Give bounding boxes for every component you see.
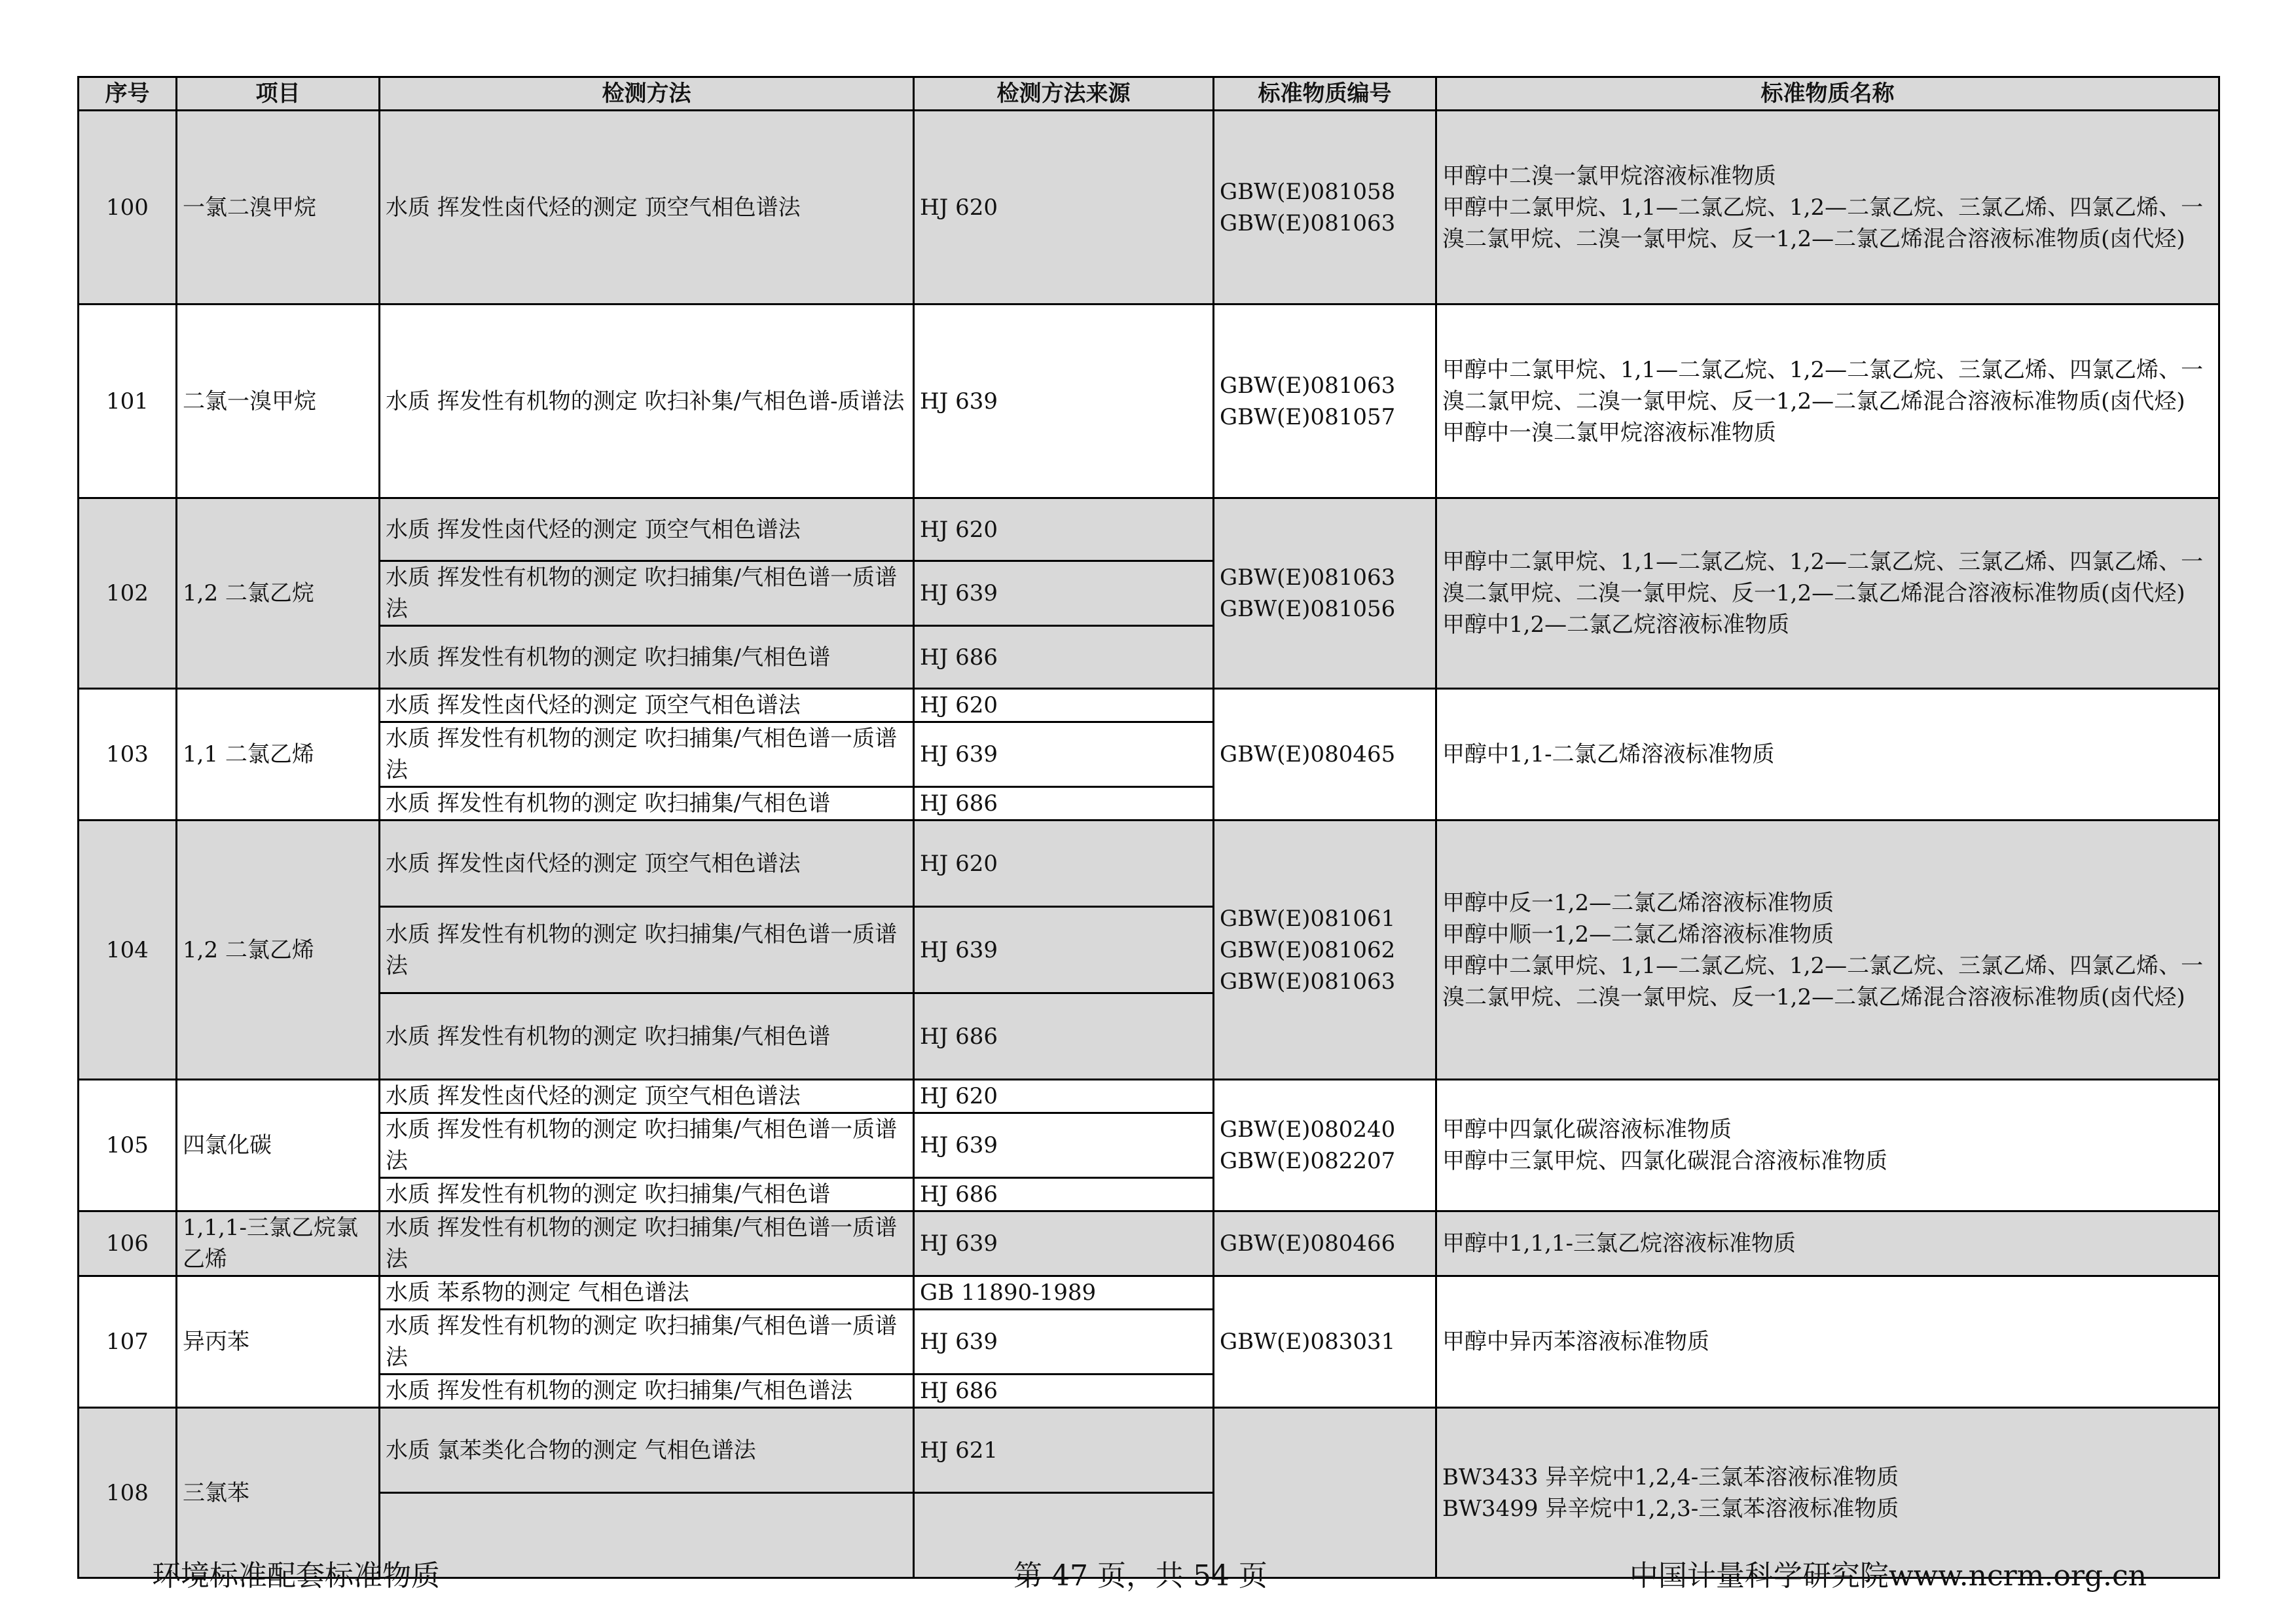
- table-row: [79, 1276, 2219, 1310]
- method-source-cell: HJ 621: [914, 1408, 1214, 1493]
- method-source-cell: HJ 686: [914, 1375, 1214, 1408]
- material-name: 甲醇中二溴一氯甲烷溶液标准物质: [1442, 162, 1776, 189]
- material-name: 甲醇中1,1-二氯乙烯溶液标准物质: [1442, 741, 1775, 767]
- method-cell: 水质 挥发性有机物的测定 吹扫捕集/气相色谱一质谱法: [380, 1113, 914, 1178]
- serial-no-cell: 102: [79, 498, 177, 689]
- item-cell: 四氯化碳: [177, 1080, 380, 1211]
- method-cell: 水质 氯苯类化合物的测定 气相色谱法: [380, 1408, 914, 1493]
- method-source-cell: HJ 620: [914, 111, 1214, 304]
- method-cell: 水质 挥发性有机物的测定 吹扫捕集/气相色谱一质谱法: [380, 907, 914, 993]
- material-name-cell: [1436, 498, 2219, 689]
- table-row: [79, 1408, 2219, 1493]
- material-name-cell: [1436, 689, 2219, 821]
- method-source-cell: HJ 639: [914, 561, 1214, 626]
- method-cell: 水质 挥发性有机物的测定 吹扫捕集/气相色谱法: [380, 1375, 914, 1408]
- material-name: 甲醇中二氯甲烷、1,1—二氯乙烷、1,2—二氯乙烷、三氯乙烯、四氯乙烯、一溴二氯甲烷、二溴一氯甲烷、反一1,2—二氯乙烯混合溶液标准物质(卤代烃): [1442, 952, 2204, 1010]
- material-name: 甲醇中二氯甲烷、1,1—二氯乙烷、1,2—二氯乙烷、三氯乙烯、四氯乙烯、一溴二氯甲烷、二溴一氯甲烷、反一1,2—二氯乙烯混合溶液标准物质(卤代烃): [1442, 356, 2204, 415]
- serial-no-cell: 103: [79, 689, 177, 821]
- header-test-method: 检测方法: [380, 77, 914, 111]
- item-cell: 1,1,1-三氯乙烷氯乙烯: [177, 1211, 380, 1276]
- material-code: GBW(E)081062: [1220, 936, 1396, 963]
- material-name: BW3433 异辛烷中1,2,4-三氯苯溶液标准物质: [1442, 1464, 1899, 1490]
- table-header-row: [79, 77, 2219, 111]
- method-source-cell: HJ 620: [914, 498, 1214, 561]
- material-code: GBW(E)083031: [1220, 1329, 1396, 1355]
- method-cell: 水质 挥发性卤代烃的测定 顶空气相色谱法: [380, 821, 914, 907]
- method-cell: 水质 挥发性有机物的测定 吹扫捕集/气相色谱一质谱法: [380, 1310, 914, 1375]
- header-method-source: 检测方法来源: [914, 77, 1214, 111]
- material-code: GBW(E)081056: [1220, 596, 1396, 622]
- material-name: 甲醇中1,1,1-三氯乙烷溶液标准物质: [1442, 1230, 1796, 1257]
- method-source-cell: HJ 620: [914, 821, 1214, 907]
- header-material-name: 标准物质名称: [1436, 77, 2219, 111]
- material-code: GBW(E)080240: [1220, 1116, 1396, 1143]
- material-code: GBW(E)081063: [1220, 372, 1396, 399]
- method-source-cell: HJ 686: [914, 1178, 1214, 1211]
- header-serial-no: 序号: [79, 77, 177, 111]
- reference-materials-table: [77, 76, 2220, 1579]
- material-name-cell: [1436, 821, 2219, 1080]
- method-cell: 水质 挥发性卤代烃的测定 顶空气相色谱法: [380, 689, 914, 722]
- method-source-cell: HJ 639: [914, 304, 1214, 498]
- material-name: BW3499 异辛烷中1,2,3-三氯苯溶液标准物质: [1442, 1495, 1899, 1522]
- material-code: GBW(E)080465: [1220, 741, 1396, 767]
- material-name: 甲醇中二氯甲烷、1,1—二氯乙烷、1,2—二氯乙烷、三氯乙烯、四氯乙烯、一溴二氯甲烷、二溴一氯甲烷、反一1,2—二氯乙烯混合溶液标准物质(卤代烃): [1442, 549, 2204, 606]
- method-source-cell: HJ 686: [914, 993, 1214, 1080]
- method-source-cell: HJ 639: [914, 722, 1214, 787]
- item-cell: 1,1 二氯乙烯: [177, 689, 380, 821]
- item-cell: 1,2 二氯乙烯: [177, 821, 380, 1080]
- method-cell: 水质 挥发性卤代烃的测定 顶空气相色谱法: [380, 498, 914, 561]
- method-source-cell: GB 11890-1989: [914, 1276, 1214, 1310]
- material-code: GBW(E)081058: [1220, 178, 1396, 205]
- material-name-cell: [1436, 1276, 2219, 1408]
- material-name: 甲醇中一溴二氯甲烷溶液标准物质: [1442, 419, 1776, 446]
- material-code: GBW(E)081063: [1220, 564, 1396, 591]
- material-name: 甲醇中1,2—二氯乙烷溶液标准物质: [1442, 612, 1790, 638]
- serial-no-cell: 104: [79, 821, 177, 1080]
- method-cell: 水质 挥发性有机物的测定 吹扫补集/气相色谱-质谱法: [380, 304, 914, 498]
- material-name-cell: [1436, 1080, 2219, 1211]
- method-source-cell: HJ 639: [914, 907, 1214, 993]
- serial-no-cell: 107: [79, 1276, 177, 1408]
- material-code: GBW(E)081061: [1220, 905, 1396, 932]
- material-name-cell: [1436, 1211, 2219, 1276]
- material-code: GBW(E)082207: [1220, 1148, 1396, 1174]
- item-cell: 一氯二溴甲烷: [177, 111, 380, 304]
- footer-publisher: 中国计量科学研究院www.ncrm.org.cn: [1629, 1559, 2147, 1593]
- footer-page-number: 第 47 页，共 54 页: [1013, 1559, 1267, 1593]
- method-cell: 水质 挥发性有机物的测定 吹扫捕集/气相色谱一质谱法: [380, 1211, 914, 1276]
- material-code-cell: [1214, 1080, 1436, 1211]
- material-code: GBW(E)081063: [1220, 968, 1396, 995]
- material-code: GBW(E)081063: [1220, 210, 1396, 236]
- header-item: 项目: [177, 77, 380, 111]
- table-row: [79, 689, 2219, 722]
- item-cell: 三氯苯: [177, 1408, 380, 1578]
- method-cell: 水质 挥发性有机物的测定 吹扫捕集/气相色谱: [380, 1178, 914, 1211]
- material-name-cell: [1436, 304, 2219, 498]
- method-source-cell: HJ 639: [914, 1310, 1214, 1375]
- serial-no-cell: 101: [79, 304, 177, 498]
- method-cell: 水质 挥发性卤代烃的测定 顶空气相色谱法: [380, 111, 914, 304]
- serial-no-cell: 108: [79, 1408, 177, 1578]
- material-name: 甲醇中异丙苯溶液标准物质: [1442, 1329, 1709, 1355]
- method-cell: 水质 挥发性卤代烃的测定 顶空气相色谱法: [380, 1080, 914, 1113]
- method-source-cell: HJ 639: [914, 1211, 1214, 1276]
- material-name: 甲醇中反一1,2—二氯乙烯溶液标准物质: [1442, 889, 1834, 916]
- method-cell: 水质 挥发性有机物的测定 吹扫捕集/气相色谱: [380, 626, 914, 689]
- material-name: 甲醇中顺一1,2—二氯乙烯溶液标准物质: [1442, 921, 1834, 948]
- table-row: [79, 111, 2219, 304]
- item-cell: 1,2 二氯乙烷: [177, 498, 380, 689]
- material-code-cell: [1214, 1211, 1436, 1276]
- item-cell: 异丙苯: [177, 1276, 380, 1408]
- method-cell: 水质 挥发性有机物的测定 吹扫捕集/气相色谱一质谱法: [380, 722, 914, 787]
- material-code-cell: [1214, 689, 1436, 821]
- material-name: 甲醇中三氯甲烷、四氯化碳混合溶液标准物质: [1442, 1148, 1887, 1174]
- material-code: GBW(E)081057: [1220, 403, 1396, 430]
- method-cell: 水质 挥发性有机物的测定 吹扫捕集/气相色谱一质谱法: [380, 561, 914, 626]
- item-cell: 二氯一溴甲烷: [177, 304, 380, 498]
- table-row: [79, 498, 2219, 561]
- material-code-cell: [1214, 111, 1436, 304]
- serial-no-cell: 106: [79, 1211, 177, 1276]
- method-source-cell: HJ 639: [914, 1113, 1214, 1178]
- material-code-cell: [1214, 1276, 1436, 1408]
- table-row: [79, 821, 2219, 907]
- table-viewport: [77, 76, 2218, 1522]
- method-source-cell: HJ 686: [914, 787, 1214, 821]
- header-material-code: 标准物质编号: [1214, 77, 1436, 111]
- table-row: [79, 1211, 2219, 1276]
- method-cell: 水质 挥发性有机物的测定 吹扫捕集/气相色谱: [380, 993, 914, 1080]
- serial-no-cell: 105: [79, 1080, 177, 1211]
- material-code-cell: [1214, 304, 1436, 498]
- material-name-cell: [1436, 111, 2219, 304]
- material-code-cell: [1214, 821, 1436, 1080]
- method-source-cell: HJ 686: [914, 626, 1214, 689]
- table-row: [79, 1080, 2219, 1113]
- material-name: 甲醇中四氯化碳溶液标准物质: [1442, 1116, 1732, 1143]
- method-cell: 水质 挥发性有机物的测定 吹扫捕集/气相色谱: [380, 787, 914, 821]
- material-name: 甲醇中二氯甲烷、1,1—二氯乙烷、1,2—二氯乙烷、三氯乙烯、四氯乙烯、一溴二氯甲烷、二溴一氯甲烷、反一1,2—二氯乙烯混合溶液标准物质(卤代烃): [1442, 194, 2204, 252]
- serial-no-cell: 100: [79, 111, 177, 304]
- method-source-cell: HJ 620: [914, 1080, 1214, 1113]
- method-source-cell: HJ 620: [914, 689, 1214, 722]
- method-cell: [380, 1493, 914, 1578]
- footer-document-title: 环境标准配套标准物质: [152, 1559, 440, 1593]
- material-code: GBW(E)080466: [1220, 1230, 1396, 1257]
- material-code-cell: [1214, 498, 1436, 689]
- table-row: [79, 304, 2219, 498]
- method-cell: 水质 苯系物的测定 气相色谱法: [380, 1276, 914, 1310]
